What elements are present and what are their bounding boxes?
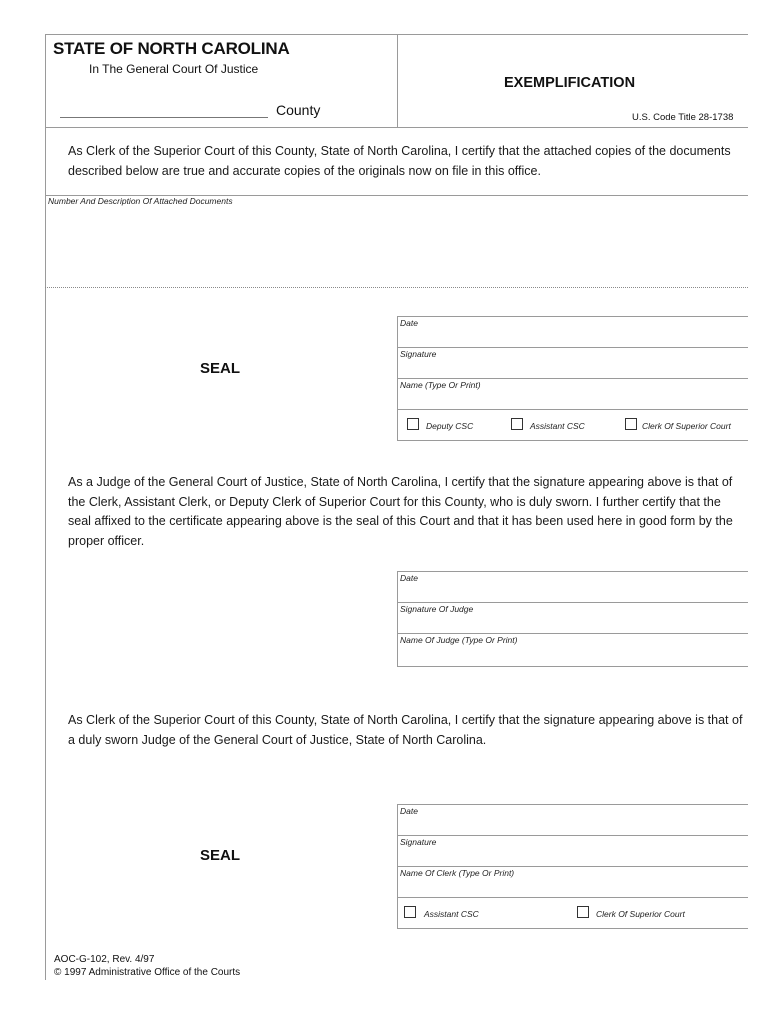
clerk-superior-court-label-1: Clerk Of Superior Court (642, 421, 731, 431)
seal-area-1: SEAL (200, 360, 241, 377)
final-certification-text: As Clerk of the Superior Court of this County, State of North Carolina, I certify that the signature appearing above is that of a duly sworn Judge of the General Court of Justice, State of North Carolina. (68, 713, 743, 747)
documents-bottom-border (45, 287, 748, 288)
county-input-line[interactable] (60, 117, 268, 118)
name-label-1: Name (Type Or Print) (400, 380, 481, 390)
name-field-1[interactable] (398, 392, 747, 408)
judge-signature-field[interactable] (398, 616, 747, 632)
clerk-certification-text: As Clerk of the Superior Court of this County, State of North Carolina, I certify that the attached copies of the documents described below are true and accurate copies of the originals now on file in this office. (68, 144, 731, 178)
sigbox2-top (397, 571, 748, 572)
state-title: STATE OF NORTH CAROLINA (53, 39, 290, 58)
clerk-superior-court-label-2: Clerk Of Superior Court (596, 909, 685, 919)
clerk-superior-court-checkbox-1[interactable] (625, 418, 637, 430)
code-reference: U.S. Code Title 28-1738 (632, 112, 734, 123)
assistant-csc-checkbox-1[interactable] (511, 418, 523, 430)
date-label-2: Date (400, 573, 418, 583)
clerk-superior-court-checkbox-2[interactable] (577, 906, 589, 918)
left-border (45, 34, 46, 980)
form-title: EXEMPLIFICATION (504, 75, 636, 91)
header-divider (397, 34, 398, 127)
deputy-csc-label: Deputy CSC (426, 421, 474, 431)
header-bottom-border (45, 127, 748, 128)
sigbox3-line3 (397, 897, 748, 898)
date-field-1[interactable] (398, 330, 747, 346)
clerk-name-label: Name Of Clerk (Type Or Print) (400, 868, 515, 878)
sigbox2-line2 (397, 633, 748, 634)
date-field-2[interactable] (398, 585, 747, 601)
sigbox3-bottom (397, 928, 748, 929)
sigbox1-line1 (397, 347, 748, 348)
sigbox1-line3 (397, 409, 748, 410)
sigbox1-bottom (397, 440, 748, 441)
seal-area-2: SEAL (200, 847, 241, 864)
sigbox2-line1 (397, 602, 748, 603)
assistant-csc-label-1: Assistant CSC (530, 421, 585, 431)
deputy-csc-checkbox[interactable] (407, 418, 419, 430)
sigbox2-bottom (397, 666, 748, 667)
judge-name-label: Name Of Judge (Type Or Print) (400, 635, 518, 645)
assistant-csc-checkbox-2[interactable] (404, 906, 416, 918)
judge-name-field[interactable] (398, 647, 747, 665)
signature-label-1: Signature (400, 349, 437, 359)
sigbox1-top (397, 316, 748, 317)
sigbox3-top (397, 804, 748, 805)
assistant-csc-label-2: Assistant CSC (424, 909, 479, 919)
signature-field-1[interactable] (398, 361, 747, 377)
date-label-3: Date (400, 806, 418, 816)
copyright: © 1997 Administrative Office of the Courts (54, 967, 241, 978)
documents-label: Number And Description Of Attached Documents (48, 196, 233, 206)
sigbox1-line2 (397, 378, 748, 379)
form-number: AOC-G-102, Rev. 4/97 (54, 954, 155, 965)
sigbox3-line1 (397, 835, 748, 836)
documents-field[interactable] (46, 208, 746, 286)
county-label: County (276, 102, 321, 118)
date-field-3[interactable] (398, 818, 747, 834)
court-name: In The General Court Of Justice (89, 62, 259, 76)
date-label-1: Date (400, 318, 418, 328)
signature-label-3: Signature (400, 837, 437, 847)
clerk-name-field[interactable] (398, 880, 747, 896)
signature-field-3[interactable] (398, 849, 747, 865)
sigbox3-line2 (397, 866, 748, 867)
judge-certification-text: As a Judge of the General Court of Justice, State of North Carolina, I certify that the signature appearing above is that of the Clerk, Assistant Clerk, or Deputy Clerk of Superior Court for this County, who is duly sworn. I further certify that the seal affixed to the certificate appearing above is the seal of this Court and that it has been used here in good form by the proper officer. (68, 475, 733, 548)
judge-signature-label: Signature Of Judge (400, 604, 474, 614)
